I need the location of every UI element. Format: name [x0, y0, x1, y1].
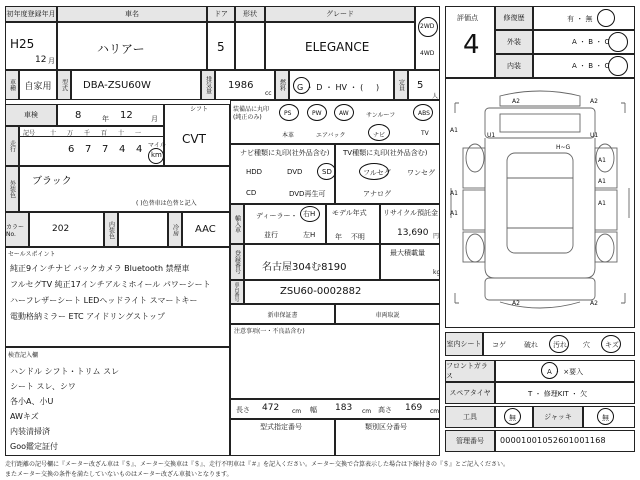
footer-line-1: 走行距離の記号欄に『メーター改ざん車は『＄』、メーター交換車は『＄』、走行不明車は『＃』を記入ください。メーター交換で合算表示した場合は下線付きの『＄』とご記入ください。	[5, 461, 510, 468]
footer-line-2: またメーター交換の条件を満たしていないものはメーター改ざん車扱いとなります。	[5, 471, 233, 478]
recycle-label: リサイクル預託金	[383, 209, 439, 217]
import-parallel: 並行	[264, 231, 278, 239]
spare-label: スペアタイヤ	[445, 382, 495, 404]
exterior-note: ( )色替車は色替と記入	[136, 200, 197, 207]
length: 472	[262, 403, 280, 413]
import-dealer: ディーラー・	[256, 212, 298, 220]
equipment-item: PW	[312, 110, 322, 117]
tools-label: 工具	[445, 406, 495, 428]
cabin-item: 汚れ	[553, 341, 567, 349]
equipment-item: ABS	[418, 110, 430, 117]
notes-cell	[230, 324, 440, 399]
windshield-a-circle	[541, 362, 558, 379]
sales-point-line: ハーフレザーシート LEDヘッドライト スマートキー	[10, 296, 198, 305]
color-code-label: カラーNo.	[5, 212, 29, 247]
type-spec-label: 型式指定番号	[260, 423, 302, 431]
max-load-label: 最大積載量	[390, 249, 425, 257]
mileage-digit-header: 万	[67, 130, 74, 137]
grade: ELEGANCE	[305, 40, 370, 54]
cooler-label: 冷房	[168, 212, 182, 247]
length-unit: cm	[292, 408, 302, 415]
inspector-notes-label: 検査記入欄	[8, 352, 39, 359]
cabin-item: 穴	[583, 341, 590, 349]
inspection-cell	[57, 104, 164, 126]
sales-point-line: フルセグTV 純正17インチアルミホイール パワーシート	[10, 280, 211, 289]
sales-points-label: セールスポイント	[8, 251, 56, 258]
fuel-label: 燃料	[275, 70, 289, 100]
tv-item: アナログ	[363, 190, 391, 198]
inspector-note-line: 内装清掃済	[10, 427, 50, 436]
displacement: 1986	[228, 80, 254, 91]
equipment-label: 装備品に丸印(純正のみ)	[233, 106, 270, 121]
displacement-label: 排気量	[201, 70, 215, 100]
first-reg-label: 初年度登録年月	[5, 6, 57, 22]
first-reg-month-unit: 月	[48, 57, 55, 65]
inspection-month: 12	[120, 110, 133, 121]
model-year: 年 不明	[335, 233, 365, 241]
diagram-label: A1	[450, 210, 458, 217]
cooler: AAC	[195, 224, 216, 235]
width-unit: cm	[362, 408, 372, 415]
cabin-item: コゲ	[492, 341, 506, 349]
shape-cell	[235, 22, 265, 70]
diagram-label: A2	[590, 98, 598, 105]
tv-item: フルセグ	[363, 169, 391, 177]
equipment-item: サンルーフ	[366, 112, 396, 119]
ext-c-circle	[608, 32, 628, 52]
mileage-unit-mile: マイル	[148, 142, 166, 149]
car-name-label: 車名	[57, 6, 207, 22]
max-load-unit: kg	[433, 269, 441, 276]
navi-item: SD	[322, 168, 332, 176]
repair-label: 修復歴	[495, 6, 533, 30]
inspector-note-line: シート スレ、シワ	[10, 382, 76, 391]
windshield-options: A ・ ×要入	[547, 368, 584, 376]
mileage-digit: 4	[136, 144, 143, 155]
first-reg-era-year: H25	[10, 37, 35, 51]
fuel-g-circle	[293, 77, 310, 94]
navi-item: CD	[246, 189, 257, 197]
shift-label: シフト	[190, 106, 209, 113]
shift: CVT	[182, 132, 206, 146]
repair-options: 有 ・ 無	[567, 15, 593, 23]
tv-item: ワンセグ	[407, 169, 435, 177]
ext-label: 外装	[495, 30, 533, 54]
inspection-year: 8	[75, 110, 82, 121]
drive-4wd: 4WD	[420, 50, 435, 57]
score: 4	[463, 30, 480, 60]
width-label: 幅	[310, 406, 317, 414]
diagram-label: H~G	[556, 144, 571, 151]
model: DBA-ZSU60W	[83, 80, 151, 91]
category-label: 類別区分番号	[365, 423, 407, 431]
mileage-digit: 7	[102, 144, 109, 155]
exterior-label: 外装色	[5, 166, 19, 212]
inspector-note-line: 各小A、小U	[10, 397, 54, 406]
tv-label: TV種類に丸印(社外品含む)	[343, 149, 428, 157]
cabin-label: 室内シート	[445, 332, 483, 356]
equipment-item: エアバック	[316, 132, 346, 139]
windshield-label: フロントガラス	[445, 360, 495, 382]
recycle: 13,690	[397, 228, 429, 238]
cabin-item: 破れ	[524, 341, 538, 349]
sales-point-line: 純正9インチナビ バックカメラ Bluetooth 禁煙車	[10, 264, 190, 273]
mileage-digit-header: 十	[118, 130, 125, 137]
use: 自家用	[19, 70, 57, 100]
navi-item: HDD	[246, 168, 263, 176]
car-name: ハリアー	[97, 42, 145, 56]
mileage-digit-header: 十	[50, 130, 57, 137]
mileage-digit: 4	[119, 144, 126, 155]
doors: 5	[217, 40, 225, 54]
navi-label: ナビ種類に丸印(社外品含む)	[240, 149, 330, 157]
score-label: 評価点	[457, 14, 478, 22]
sales-point-line: 電動格納ミラー ETC アイドリングストップ	[10, 312, 165, 321]
fuel-options: G ・ D ・ HV ・ ( )	[297, 83, 380, 92]
jack-value: 無	[602, 414, 609, 422]
capacity-unit: 人	[432, 93, 439, 100]
height-unit: cm	[430, 408, 440, 415]
mgmt-label: 管理番号	[445, 430, 495, 452]
chassis: ZSU60-0002882	[280, 286, 362, 297]
drive-cell	[415, 6, 440, 70]
displacement-unit: cc	[265, 90, 272, 97]
equipment-item: PS	[284, 110, 292, 117]
diagram-label: A1	[598, 200, 606, 207]
diagram-label: A2	[512, 300, 520, 307]
inspection-year-unit: 年	[102, 115, 109, 123]
int-options: A ・ B ・ C	[572, 62, 610, 70]
width: 183	[335, 403, 353, 413]
diagram-label: A2	[512, 98, 520, 105]
navi-item: DVD	[287, 168, 303, 176]
jack-no-circle	[597, 408, 614, 425]
inspector-note-line: AWキズ	[10, 412, 39, 421]
spare-options: T ・ 修理KIT ・ 欠	[528, 390, 588, 398]
plate: 名古屋304む8190	[262, 262, 347, 273]
shape-label: 形状	[235, 6, 265, 22]
import-right: 右H	[303, 210, 316, 218]
model-label: 型式	[57, 70, 71, 100]
doc-warranty: 新車保証書	[230, 304, 335, 324]
jack-label: ジャッキ	[533, 406, 583, 428]
mileage-header-line	[19, 136, 164, 137]
diagram-label: A1	[450, 190, 458, 197]
tools-no-circle	[504, 408, 521, 425]
equipment-item: TV	[421, 130, 429, 137]
mileage-label: 走行	[5, 126, 19, 166]
diagram-label: A1	[598, 178, 606, 185]
color-code: 202	[52, 224, 70, 234]
height: 169	[405, 403, 423, 413]
mileage-digit-header: 記号	[23, 130, 36, 137]
mileage-digit-header: 千	[84, 130, 91, 137]
equipment-item: ナビ	[373, 132, 386, 139]
chassis-label: 車台番号	[230, 280, 244, 304]
doc-manual: 車両取説	[335, 304, 440, 324]
car-type-label: 車種	[5, 70, 19, 100]
diagram-label: A1	[598, 157, 606, 164]
door-label: ドア	[207, 6, 235, 22]
diagram-label: U1	[487, 132, 496, 139]
interior-color-cell	[118, 212, 168, 247]
mileage-digit-header: 一	[135, 130, 142, 137]
capacity: 5	[417, 80, 424, 91]
import-label: 輸入車	[230, 204, 244, 244]
int-c-circle	[608, 56, 628, 76]
inspector-note-line: Goo鑑定証付	[10, 442, 58, 451]
notes-label: 注意事項(一・不良品含む)	[234, 328, 305, 335]
equipment-item: AW	[339, 110, 349, 117]
int-label: 内装	[495, 54, 533, 78]
diagram-label: U1	[590, 132, 599, 139]
interior-color-label: 内装色	[104, 212, 118, 247]
inspector-note-line: ハンドル シフト・トリム スレ	[10, 367, 120, 376]
diagram-label: A2	[590, 300, 598, 307]
cabin-item: キズ	[605, 341, 619, 349]
navi-item: DVD再生可	[289, 190, 326, 198]
height-label: 高さ	[378, 406, 392, 414]
grade-label: グレード	[265, 6, 415, 22]
mileage-unit-km: km	[151, 151, 162, 159]
mgmt-value: 00001001052601001168	[500, 436, 606, 445]
drive-2wd: 2WD	[420, 23, 435, 30]
plate-label: 登録番号	[230, 244, 244, 280]
repair-no-circle	[597, 9, 615, 27]
exterior-color: ブラック	[32, 176, 72, 187]
first-reg-month: 12	[35, 55, 47, 65]
recycle-unit: 円	[433, 233, 440, 240]
ext-options: A ・ B ・ C	[572, 38, 610, 46]
model-year-label: モデル年式	[332, 209, 367, 217]
length-label: 長さ	[236, 406, 250, 414]
capacity-label: 定員	[394, 70, 408, 100]
tools-value: 無	[509, 414, 516, 422]
inspection-label: 車検	[5, 104, 57, 126]
mileage-digit: 6	[68, 144, 75, 155]
mileage-digit-header: 百	[101, 130, 108, 137]
import-left: 左H	[303, 231, 316, 239]
mileage-digit: 7	[85, 144, 92, 155]
equipment-item: 本革	[282, 132, 295, 139]
diagram-label: A1	[450, 127, 458, 134]
inspection-month-unit: 月	[151, 115, 158, 123]
car-diagram	[445, 78, 635, 328]
